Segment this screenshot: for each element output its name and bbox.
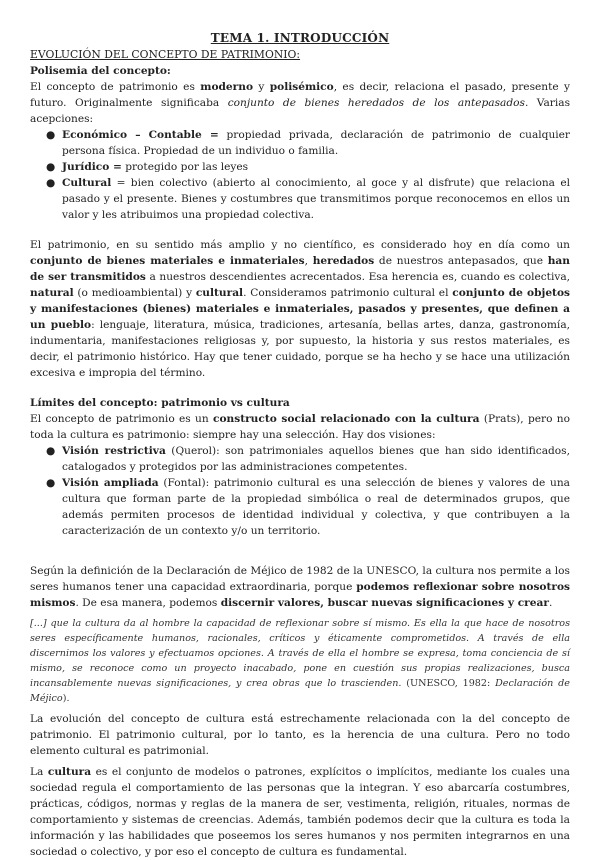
bullet-icon: ● [46,177,56,189]
list-item: ● Cultural = bien colectivo (abierto al conocimiento, al goce y al disfrute) que relaciona el pasado y el presente. Bienes y costumbres que transmitimos porque reconocemos en ellos un valor y les atribuimos una propiedad colectiva. [46,177,570,221]
quote-unesco: [...] que la cultura da al hombre la capacidad de reflexionar sobre sí mismo. Es ella la que hace de nosotros seres específicamente humanos, racionales, críticos y éticamente comprometidos. A través de ella discernimos los valores y efectuamos opciones. A través de ella el hombre se expresa, toma conciencia de sí mismo, se reconoce como un proyecto inacabado, pone en cuestión sus propias realizaciones, busca incansablemente nuevas significaciones, y crea obras que lo trascienden. (UNESCO, 1982: Declaración de Méjico). [30,618,570,704]
paragraph-patrimonio: El patrimonio, en su sentido más amplio y no científico, es considerado hoy en día como un conjunto de bienes materiales e inmateriales, heredados de nuestros antepasados, que han de ser transmitidos a nuestros descendientes acrecentados. Esa herencia es, cuando es colectiva, natural (o medioambiental) y cultural. Consideramos patrimonio cultural el conjunto de objetos y manifestaciones (bienes) materiales e inmateriales, pasados y presentes, que definen a un pueblo: lenguaje, literatura, música, tradiciones, artesanía, bellas artes, danza, gastronomía, indumentaria, manifestaciones religiosas y, por supuesto, la historia y sus restos materiales, es decir, el patrimonio histórico. Hay que tener cuidado, porque se ha hecho y se hace una utilización excesiva e impropia del término. [30,239,571,379]
paragraph-unesco: Según la definición de la Declaración de Méjico de 1982 de la UNESCO, la cultura nos permite a los seres humanos tener una capacidad extraordinaria, porque podemos reflexionar sobre nosotros mismos. De esa manera, podemos discernir valores, buscar nuevas significaciones y crear. [30,565,571,609]
list-item: ● Visión restrictiva (Querol): son patrimoniales aquellos bienes que han sido identificados, catalogados y protegidos por las administraciones competentes. [46,445,570,473]
list-item: ● Jurídico = protegido por las leyes [46,161,249,173]
subheading-limites: Límites del concepto: patrimonio vs cultura [30,397,290,409]
list-item: ● Económico – Contable = propiedad privada, declaración de patrimonio de cualquier persona física. Propiedad de un individuo o familia. [46,129,570,157]
paragraph-polisemia-intro: El concepto de patrimonio es moderno y polisémico, es decir, relaciona el pasado, presente y futuro. Originalmente significaba conjunto de bienes heredados de los antepasados. Varias acepciones: [30,81,571,125]
bullet-icon: ● [46,129,56,141]
visiones-list [30,443,570,539]
section-heading-evolucion: EVOLUCIÓN DEL CONCEPTO DE PATRIMONIO: [30,48,301,61]
subheading-polisemia: Polisemia del concepto: [30,65,171,77]
paragraph-cultura: La cultura es el conjunto de modelos o patrones, explícitos o implícitos, mediante los cuales una sociedad regula el comportamiento de las personas que la integran. Y eso abarcaría costumbres, prácticas, códigos, normas y reglas de la manera de ser, vestimenta, religión, rituales, normas de comportamiento y sistemas de creencias. Además, también podemos decir que la cultura es toda la información y las habilidades que poseemos los seres humanos y nos permiten integrarnos en una sociedad o colectivo, y por eso el concepto de cultura es fundamental. [30,766,571,858]
acepciones-list [30,127,570,223]
bullet-icon: ● [46,445,56,457]
bullet-icon: ● [46,161,56,173]
page-title: TEMA 1. INTRODUCCIÓN [210,31,390,45]
paragraph-limites: El concepto de patrimonio es un constructo social relacionado con la cultura (Prats), pero no toda la cultura es patrimonio: siempre hay una selección. Hay dos visiones: [30,413,570,441]
bullet-icon: ● [46,477,56,489]
list-item: ● Visión ampliada (Fontal): patrimonio cultural es una selección de bienes y valores de una cultura que forman parte de la propiedad simbólica o real de determinados grupos, que además permiten procesos de identidad individual y colectiva, y que contribuyen a la caracterización de un contexto y/o un territorio. [46,477,570,537]
paragraph-evolucion-cultura: La evolución del concepto de cultura está estrechamente relacionada con la del concepto de patrimonio. El patrimonio cultural, por lo tanto, es la herencia de una cultura. Pero no todo elemento cultural es patrimonial. [30,713,570,757]
